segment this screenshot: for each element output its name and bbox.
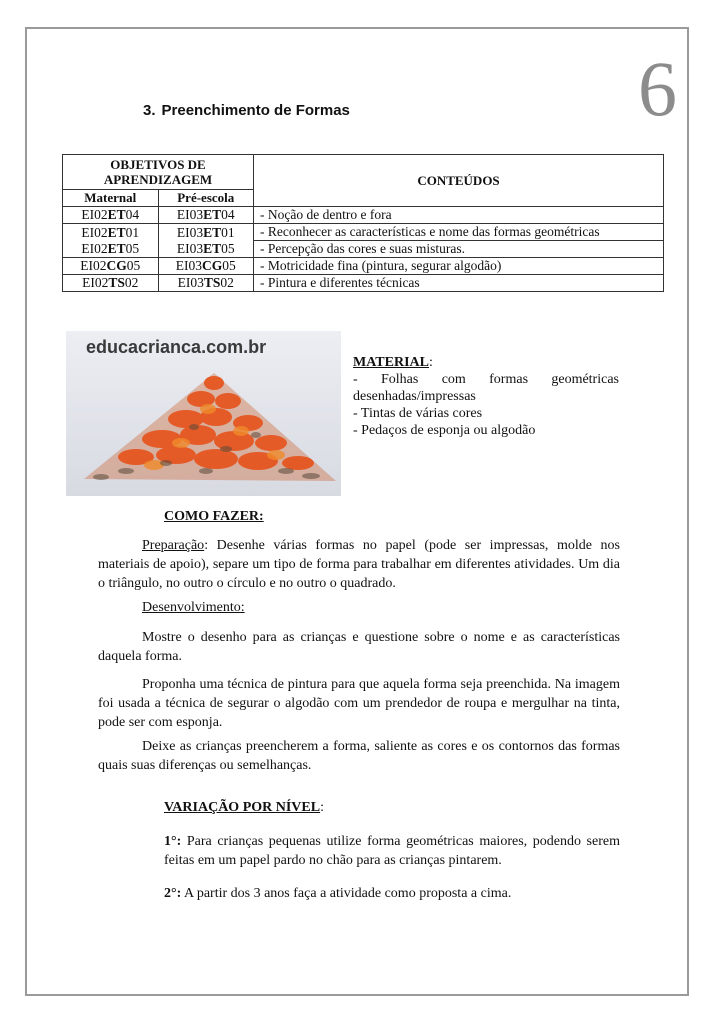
photo-watermark: educacrianca.com.br	[86, 337, 267, 357]
desenvolvimento-paragraph-1: Mostre o desenho para as crianças e questione sobre o nome e as características daquela forma.	[98, 630, 620, 664]
desenvolvimento-paragraph-3: Deixe as crianças preencherem a forma, saliente as cores e os contornos das formas quais suas diferenças ou semelhanças.	[98, 739, 620, 773]
header-objectives: OBJETIVOS DE APRENDIZAGEM	[63, 155, 254, 190]
table-row	[63, 275, 664, 292]
preescola-code: EI03TS02	[158, 275, 254, 292]
content-cell: - Noção de dentro e fora	[254, 207, 664, 224]
material-item: - Pedaços de esponja ou algodão	[353, 423, 536, 438]
objectives-table	[62, 154, 664, 292]
page-number: 6	[638, 45, 677, 132]
nivel-2: 2°: A partir dos 3 anos faça a atividade como proposta a cima.	[164, 886, 512, 901]
preescola-code: EI03ET01 EI03ET05	[158, 224, 254, 258]
como-fazer-heading: COMO FAZER:	[164, 509, 264, 524]
material-section: MATERIAL: - Folhas com formas geométricas desenhadas/impressas - Tintas de várias cores - Pedaços de esponja ou algodão	[353, 355, 619, 438]
header-contents: CONTEÚDOS	[254, 155, 664, 207]
header-maternal: Maternal	[63, 190, 159, 207]
maternal-code: EI02CG05	[63, 258, 159, 275]
section-title-text: Preenchimento de Formas	[161, 102, 350, 119]
material-heading: MATERIAL	[353, 355, 429, 370]
maternal-code: EI02TS02	[63, 275, 159, 292]
header-preescola: Pré-escola	[158, 190, 254, 207]
material-item: - Folhas com formas geométricas desenhadas/impressas	[353, 372, 619, 404]
table-row	[63, 224, 664, 258]
desenvolvimento-paragraph-2: Proponha uma técnica de pintura para que aquela forma seja preenchida. Na imagem foi usada a técnica de segurar o algodão com um prendedor de roupa e mergulhar na tinta, pode ser com esponja.	[98, 677, 620, 730]
activity-photo	[66, 331, 341, 496]
section-title	[143, 102, 350, 119]
maternal-code: EI02ET01 EI02ET05	[63, 224, 159, 258]
nivel-1: 1°: Para crianças pequenas utilize forma geométricas maiores, podendo serem feitas em um papel pardo no chão para as crianças pintarem.	[164, 834, 620, 868]
desenvolvimento-label: Desenvolvimento:	[142, 600, 245, 615]
section-number: 3.	[143, 102, 156, 119]
content-cell: - Motricidade fina (pintura, segurar algodão)	[254, 258, 664, 275]
content-cell: - Pintura e diferentes técnicas	[254, 275, 664, 292]
material-item: - Tintas de várias cores	[353, 406, 483, 421]
table-row	[63, 258, 664, 275]
table-row	[63, 207, 664, 224]
variacao-heading: VARIAÇÃO POR NÍVEL:	[164, 800, 324, 815]
preescola-code: EI03ET04	[158, 207, 254, 224]
maternal-code: EI02ET04	[63, 207, 159, 224]
preparacao-paragraph: Preparação: Desenhe várias formas no papel (pode ser impressas, molde nos materiais de apoio), separe um tipo de forma para trabalhar em diferentes atividades. Um dia o triângulo, no outro o círculo e no outro o quadrado.	[98, 538, 620, 591]
preescola-code: EI03CG05	[158, 258, 254, 275]
preparacao-label: Preparação	[142, 538, 205, 553]
content-cell: - Reconhecer as características e nome das formas geométricas - Percepção das cores e suas misturas.	[254, 224, 664, 258]
